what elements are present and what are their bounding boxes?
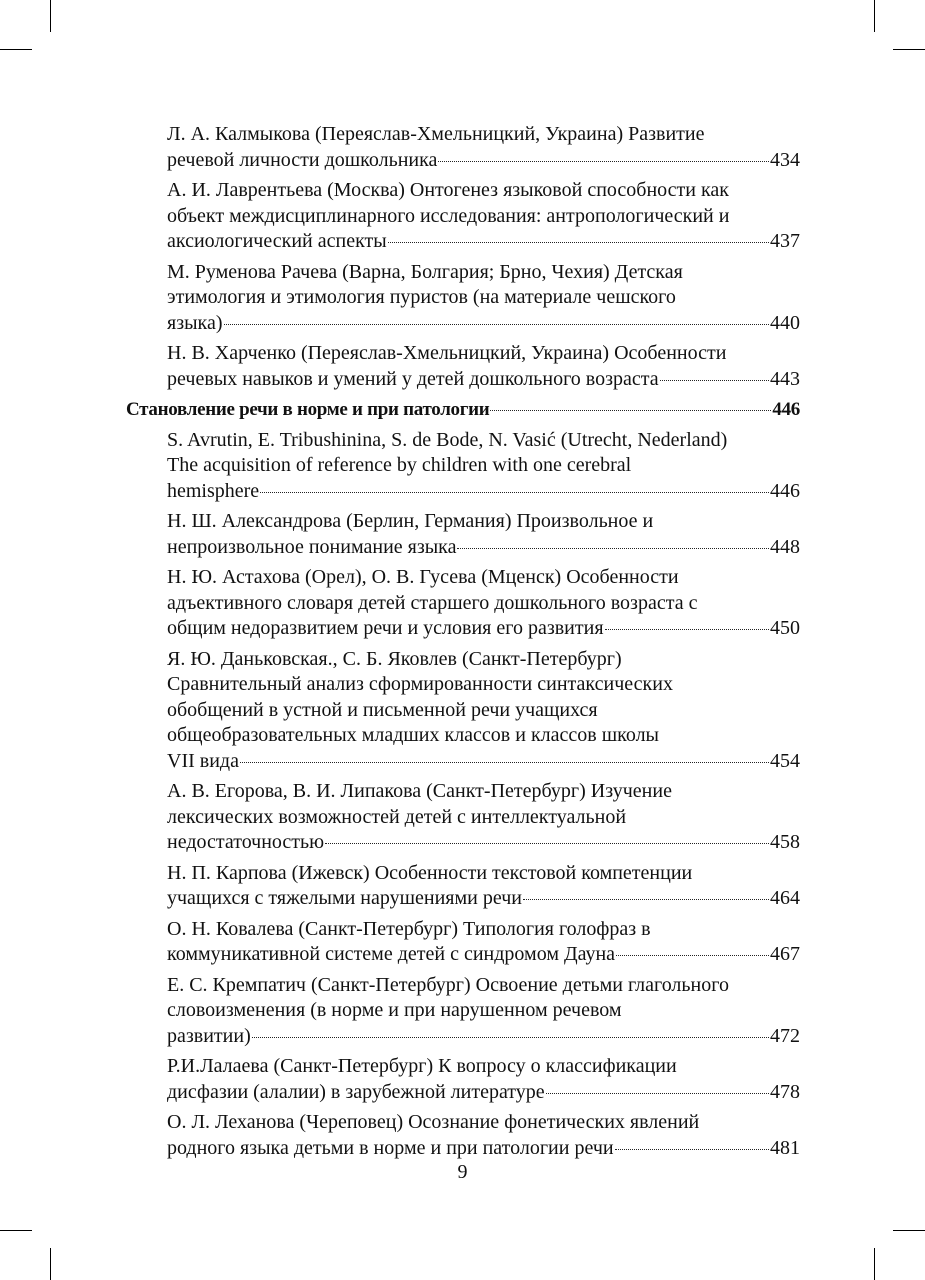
- toc-entry-text-line: недостаточностью: [167, 831, 325, 853]
- table-of-contents: [126, 122, 800, 1166]
- toc-entry-text-line: этимология и этимология пуристов (на материале чешского: [167, 286, 676, 308]
- toc-page-number: 446: [772, 399, 800, 420]
- toc-page-number: 472: [770, 1024, 800, 1047]
- toc-entry-text-line: лексических возможностей детей с интеллектуальной: [167, 805, 627, 828]
- toc-entry-last-line: [167, 367, 800, 393]
- toc-entry[interactable]: [167, 565, 800, 642]
- toc-entry-last-line: [167, 1080, 800, 1106]
- toc-entry-text-line: Н. В. Харченко (Переяслав-Хмельницкий, Украина) Особенности: [167, 342, 727, 364]
- dot-leader: [388, 242, 769, 243]
- toc-page-number: 464: [770, 887, 800, 909]
- toc-entry-text-line: А. В. Егорова, В. И. Липакова (Санкт-Петербург) Изучение: [167, 780, 672, 802]
- toc-entry-text-line: Становление речи в норме и при патологии: [126, 399, 490, 420]
- toc-entry-text-line: Е. С. Кремпатич (Санкт-Петербург) Освоение детьми глагольного: [167, 973, 729, 996]
- toc-entry-text-line: hemisphere: [167, 479, 260, 502]
- toc-page-number: 446: [770, 479, 800, 502]
- dot-leader: [438, 161, 769, 162]
- toc-entry-last-line: [167, 749, 800, 775]
- crop-mark: [874, 0, 875, 32]
- toc-entry-text-line: объект междисциплинарного исследования: антропологический и: [167, 204, 730, 227]
- toc-page-number: 481: [770, 1136, 800, 1159]
- toc-entry-last-line: [167, 311, 800, 337]
- toc-entry-text-line: языка): [167, 311, 223, 334]
- crop-mark: [0, 49, 32, 50]
- toc-section-heading[interactable]: [126, 397, 800, 423]
- toc-page-number: 434: [770, 148, 800, 171]
- toc-entry[interactable]: [167, 973, 800, 1050]
- dot-leader: [660, 380, 769, 381]
- toc-entry[interactable]: [167, 260, 800, 337]
- toc-page-number: 467: [770, 943, 800, 965]
- dot-leader: [252, 1037, 769, 1038]
- toc-entry-text-line: аксиологический аспекты: [167, 230, 387, 252]
- dot-leader: [260, 492, 769, 493]
- toc-entry-text-line: речевых навыков и умений у детей дошкольного возраста: [167, 367, 659, 390]
- toc-entry-last-line: [167, 942, 800, 968]
- toc-entry-text-line: общим недоразвитием речи и условия его развития: [167, 617, 604, 639]
- toc-entry-text-line: непроизвольное понимание языка: [167, 535, 457, 558]
- toc-entry-last-line: [167, 148, 800, 174]
- toc-entry[interactable]: [167, 428, 800, 505]
- toc-entry-last-line: [167, 229, 800, 255]
- dot-leader: [546, 1093, 769, 1094]
- crop-mark: [893, 1230, 925, 1231]
- crop-mark: [0, 1230, 32, 1231]
- toc-entry-text-line: М. Руменова Рачева (Варна, Болгария; Брно, Чехия) Детская: [167, 260, 683, 283]
- toc-entry-text-line: родного языка детьми в норме и при патологии речи: [167, 1136, 614, 1159]
- toc-page-number: 443: [770, 367, 800, 390]
- toc-entry-text-line: VII вида: [167, 749, 239, 772]
- dot-leader: [615, 1149, 769, 1150]
- toc-entry-text-line: О. Л. Леханова (Череповец) Осознание фонетических явлений: [167, 1111, 700, 1133]
- toc-entry-last-line: [167, 479, 800, 505]
- toc-entry-last-line: [167, 535, 800, 561]
- dot-leader: [605, 629, 769, 630]
- page-number: 9: [457, 1161, 468, 1183]
- toc-entry[interactable]: [167, 1054, 800, 1105]
- toc-entry-last-line: [167, 886, 800, 912]
- toc-entry-text-line: S. Avrutin, E. Tribushinina, S. de Bode, N. Vasić (Utrecht, Nederland): [167, 428, 728, 451]
- toc-entry-text-line: словоизменения (в норме и при нарушенном речевом: [167, 999, 622, 1021]
- dot-leader: [457, 548, 769, 549]
- toc-entry-text-line: А. И. Лаврентьева (Москва) Онтогенез языковой способности как: [167, 179, 729, 201]
- toc-entry-text-line: Н. Ш. Александрова (Берлин, Германия) Произвольное и: [167, 510, 654, 532]
- toc-entry-text-line: адъективного словаря детей старшего дошкольного возраста с: [167, 591, 698, 614]
- dot-leader: [490, 410, 771, 411]
- toc-entry-text-line: речевой личности дошкольника: [167, 148, 438, 171]
- dot-leader: [325, 843, 769, 844]
- toc-entry-text-line: развитии): [167, 1024, 251, 1047]
- toc-entry-last-line: [167, 1136, 800, 1162]
- crop-mark: [50, 1248, 51, 1280]
- toc-entry[interactable]: [167, 178, 800, 255]
- toc-entry-text-line: Я. Ю. Даньковская., С. Б. Яковлев (Санкт-Петербург): [167, 647, 622, 670]
- toc-entry-text-line: обобщений в устной и письменной речи учащихся: [167, 698, 598, 721]
- toc-entry-text-line: Л. А. Калмыкова (Переяслав-Хмельницкий, Украина) Развитие: [167, 123, 705, 145]
- toc-entry[interactable]: [167, 1110, 800, 1161]
- toc-page-number: 450: [770, 617, 800, 639]
- dot-leader: [616, 955, 769, 956]
- toc-page-number: 478: [770, 1080, 800, 1103]
- crop-mark: [50, 0, 51, 32]
- toc-entry-text-line: коммуникативной системе детей с синдромом Дауна: [167, 943, 616, 965]
- toc-entry-text-line: дисфазии (алалии) в зарубежной литературе: [167, 1080, 545, 1103]
- toc-entry-text-line: Сравнительный анализ сформированности синтаксических: [167, 673, 673, 695]
- toc-entry-text-line: О. Н. Ковалева (Санкт-Петербург) Типология голофраз в: [167, 917, 651, 940]
- toc-entry-text-line: Н. П. Карпова (Ижевск) Особенности текстовой компетенции: [167, 861, 693, 884]
- dot-leader: [224, 324, 770, 325]
- toc-page-number: 458: [770, 831, 800, 853]
- toc-entry-text-line: общеобразовательных младших классов и классов школы: [167, 724, 659, 746]
- dot-leader: [240, 762, 769, 763]
- toc-entry[interactable]: [167, 861, 800, 912]
- toc-entry[interactable]: [167, 122, 800, 173]
- toc-page-number: 440: [770, 311, 800, 334]
- toc-page-number: 448: [770, 535, 800, 558]
- toc-entry-text-line: Р.И.Лалаева (Санкт-Петербург) К вопросу о классификации: [167, 1055, 677, 1077]
- toc-entry-last-line: [126, 397, 800, 423]
- toc-page-number: 454: [770, 749, 800, 772]
- crop-mark: [874, 1248, 875, 1280]
- toc-entry-last-line: [167, 1024, 800, 1050]
- toc-entry[interactable]: [167, 917, 800, 968]
- toc-entry[interactable]: [167, 647, 800, 775]
- toc-entry[interactable]: [167, 341, 800, 392]
- toc-entry-text-line: учащихся с тяжелыми нарушениями речи: [167, 887, 522, 909]
- toc-entry-last-line: [167, 830, 800, 856]
- crop-mark: [893, 49, 925, 50]
- toc-entry[interactable]: [167, 509, 800, 560]
- toc-entry-text-line: The acquisition of reference by children with one cerebral: [167, 454, 632, 476]
- toc-entry[interactable]: [167, 779, 800, 856]
- toc-entry-last-line: [167, 616, 800, 642]
- toc-entry-text-line: Н. Ю. Астахова (Орел), О. В. Гусева (Мценск) Особенности: [167, 566, 679, 588]
- toc-page-number: 437: [770, 230, 800, 252]
- dot-leader: [523, 899, 769, 900]
